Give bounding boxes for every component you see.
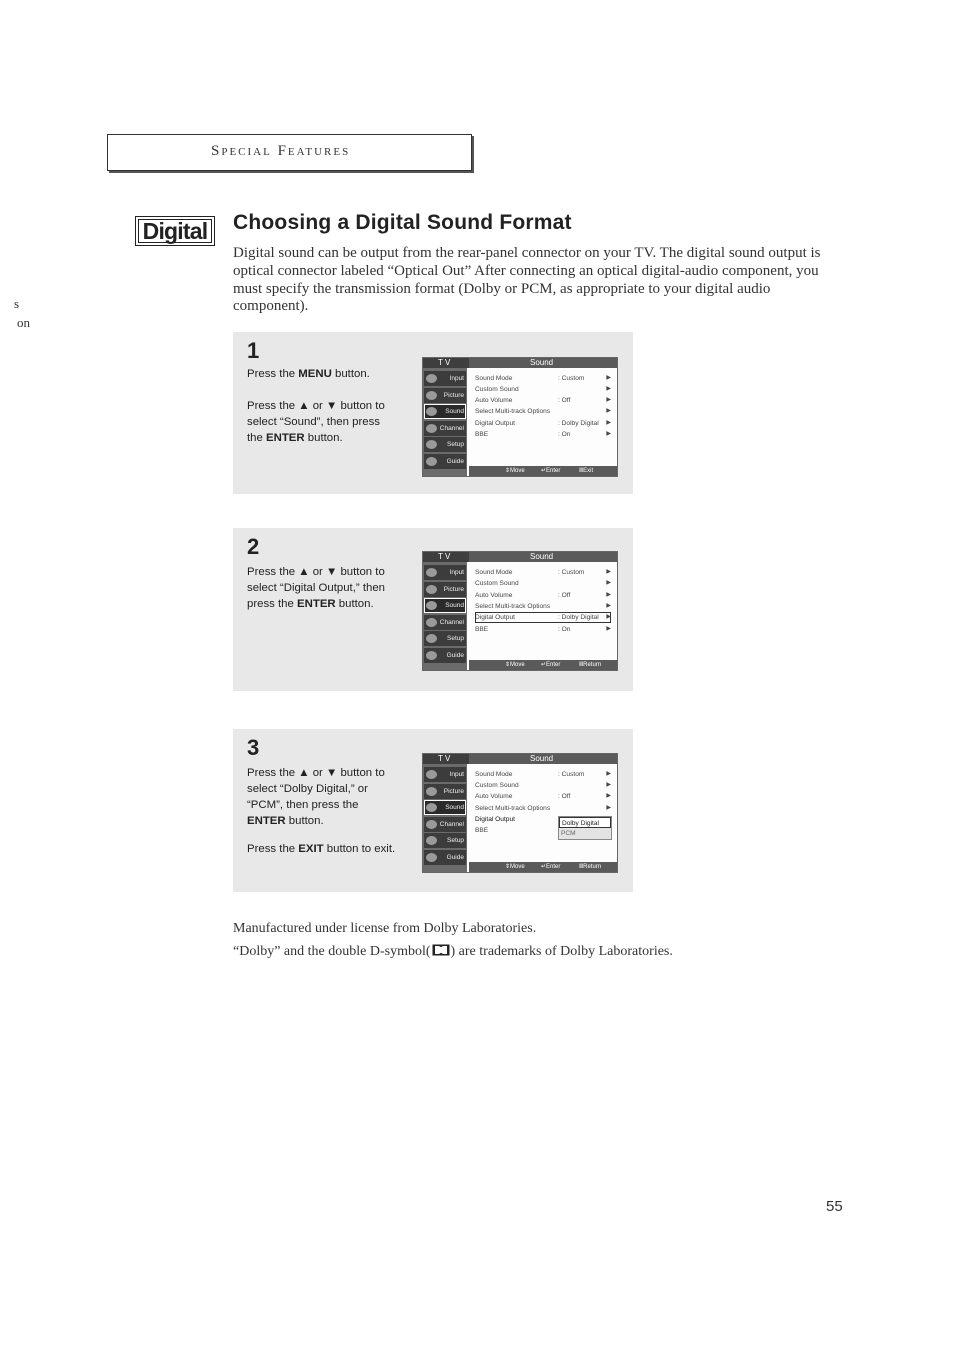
tv-menu-screenshot: T V Sound Input Picture Sound Channel Setup Guide Sound Mode : Custom ▶ Custom Sound ▶ Auto Volume : Off ▶ Select Multi-track Options ▶ Digital Output : Dolby Digital ▶ BBE : On ▶ ⇕ Move ↵ Enter Ⅲ Exit (422, 357, 618, 477)
legal-line-2: “Dolby” and the double D-symbol( ) are trademarks of Dolby Laboratories. (233, 944, 673, 959)
tv-menu-screenshot: T V Sound Input Picture Sound Channel Setup Guide Sound Mode : Custom ▶ Custom Sound ▶ Auto Volume : Off ▶ Select Multi-track Options ▶ Digital Output : Dolby Digital ▶ BBE : On ▶ ⇕ Move ↵ Enter Ⅲ Return (422, 551, 618, 671)
tv-footer: ⇕ Move ↵ Enter Ⅲ Return (469, 862, 617, 872)
menu-title: Sound (530, 754, 554, 763)
intro-paragraph: Digital sound can be output from the rear-panel connector on your TV. The digital sound output is optical connector labeled “Optical Out” After connecting an optical digital-audio component, you must specify the transmission format (Dolby or PCM, as appropriate to your digital audio component). (233, 245, 821, 315)
edge-fragment: on (17, 315, 30, 330)
enter-key: ENTER (247, 815, 286, 827)
step-instructions: Press the ▲ or ▼ button to select “Digital Output,” then press the ENTER button. (247, 566, 386, 610)
option-dolby-digital: Dolby Digital (559, 817, 611, 828)
section-header: Special Features (211, 143, 351, 159)
tv-menu-screenshot: T V Sound Input Picture Sound Channel Setup Guide Sound Mode : Custom ▶ Custom Sound ▶ Auto Volume : Off ▶ Select Multi-track Options ▶ Digital Output BBE Dolby Digital PCM ⇕ Move ↵ Enter Ⅲ Return (422, 753, 618, 873)
tv-tab: T V (438, 754, 451, 763)
digital-badge-label: Digital (142, 217, 208, 244)
step-panel-2 (233, 528, 633, 691)
option-pcm: PCM (559, 828, 611, 839)
menu-title: Sound (530, 552, 554, 561)
tv-footer: ⇕ Move ↵ Enter Ⅲ Return (469, 660, 617, 670)
digital-output-row-selected: Digital Output : Dolby Digital ▶ (475, 614, 611, 621)
step-instructions: Press the MENU button. Press the ▲ or ▼ button to select “Sound”, then press the ENTER button. (247, 368, 385, 444)
tv-tab: T V (438, 552, 451, 561)
tv-side-menu: Input Picture Sound Channel Setup Guide (423, 368, 467, 476)
enter-key: ENTER (297, 598, 336, 610)
digital-badge (135, 216, 215, 246)
double-d-symbol-icon (432, 944, 450, 956)
tv-side-menu: Input Picture Sound Channel Setup Guide (423, 562, 467, 670)
step-instructions: Press the ▲ or ▼ button to select “Dolby Digital,” or “PCM”, then press the ENTER button. Press the EXIT button to exit. (247, 767, 396, 855)
tv-footer: ⇕ Move ↵ Enter Ⅲ Exit (469, 466, 617, 476)
output-format-options (558, 816, 612, 840)
section-header-box (107, 134, 472, 171)
step-panel-3 (233, 729, 633, 892)
step-number: 3 (247, 735, 260, 760)
menu-key: MENU (298, 368, 332, 380)
page-title: Choosing a Digital Sound Format (233, 211, 572, 234)
legal-line-1: Manufactured under license from Dolby Laboratories. (233, 921, 537, 936)
step-number: 1 (247, 338, 260, 363)
step-panel-1 (233, 332, 633, 494)
enter-key: ENTER (266, 432, 305, 444)
menu-title: Sound (530, 358, 554, 367)
page-number: 55 (826, 1198, 843, 1215)
step-number: 2 (247, 534, 260, 559)
tv-tab: T V (438, 358, 451, 367)
tv-side-menu: Input Picture Sound Channel Setup Guide (423, 764, 467, 872)
exit-key: EXIT (298, 843, 324, 855)
edge-fragment: s (14, 296, 20, 311)
